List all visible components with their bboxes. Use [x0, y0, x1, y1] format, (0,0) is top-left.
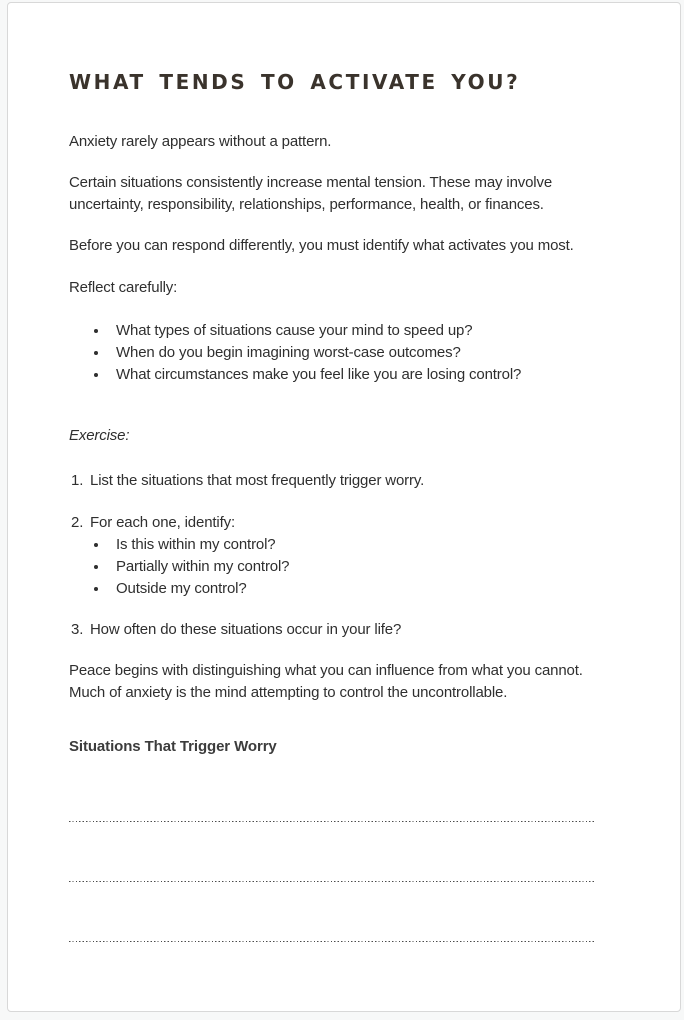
page-title: WHAT TENDS TO ACTIVATE YOU?	[69, 70, 521, 94]
closing-paragraph-line: Peace begins with distinguishing what you can influence from what you cannot.	[69, 662, 583, 679]
reflect-label: Reflect carefully:	[69, 279, 178, 296]
answer-blank-line	[69, 822, 595, 882]
pattern-paragraph-line: Certain situations consistently increase mental tension. These may involve	[69, 174, 553, 191]
reflection-questions-list	[69, 320, 640, 386]
intro-paragraph: Anxiety rarely appears without a pattern.	[69, 133, 332, 150]
list-item: Partially within my control?	[69, 556, 640, 578]
worksheet-section-heading: Situations That Trigger Worry	[69, 738, 277, 755]
list-item: When do you begin imagining worst-case outcomes?	[69, 342, 640, 364]
pattern-paragraph	[69, 172, 640, 216]
pattern-paragraph-line: uncertainty, responsibility, relationships, performance, health, or finances.	[69, 196, 544, 213]
answer-lines	[69, 762, 640, 942]
control-options-list	[69, 534, 640, 600]
identify-paragraph: Before you can respond differently, you must identify what activates you most.	[69, 237, 574, 254]
list-item: Outside my control?	[69, 578, 640, 600]
list-item: What types of situations cause your mind to speed up?	[69, 320, 640, 342]
step-number: 2.	[71, 514, 84, 531]
closing-paragraph	[69, 660, 640, 704]
list-item: Is this within my control?	[69, 534, 640, 556]
exercise-step-2	[69, 512, 640, 534]
exercise-label: Exercise:	[69, 427, 130, 444]
step-text: How often do these situations occur in your life?	[90, 621, 402, 638]
step-text: For each one, identify:	[90, 514, 235, 531]
document-page	[7, 2, 681, 1012]
step-text: List the situations that most frequently trigger worry.	[90, 472, 425, 489]
document-content	[8, 3, 680, 942]
step-number: 1.	[71, 472, 84, 489]
answer-blank-line	[69, 762, 595, 822]
answer-blank-line	[69, 882, 595, 942]
step-number: 3.	[71, 621, 84, 638]
list-item: What circumstances make you feel like you are losing control?	[69, 364, 640, 386]
closing-paragraph-line: Much of anxiety is the mind attempting to control the uncontrollable.	[69, 684, 508, 701]
exercise-step-1	[69, 470, 640, 492]
exercise-step-3	[69, 619, 640, 641]
